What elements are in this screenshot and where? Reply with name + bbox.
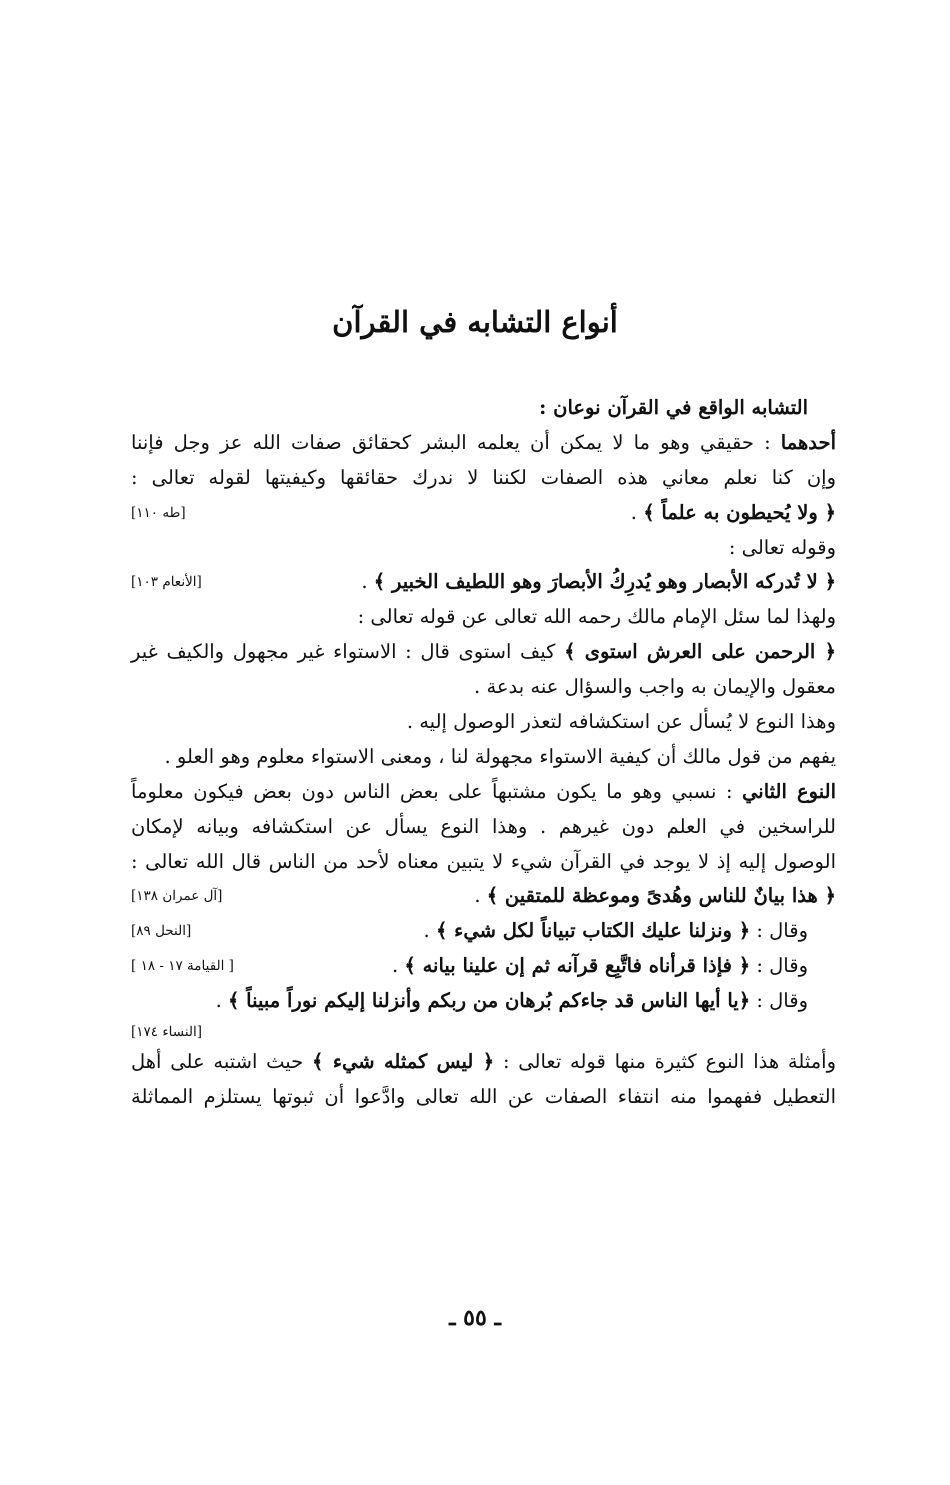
intro-sentence: التشابه الواقع في القرآن نوعان : xyxy=(539,396,808,419)
first-type-heading: أحدهما xyxy=(780,430,836,454)
line-8-text: كيف استوى قال : الاستواء غير مجهول والكيف غير xyxy=(131,640,565,664)
verse-reference: [النحل ٨٩] xyxy=(131,923,192,940)
verse-reference: [طه ١١٠] xyxy=(131,504,186,521)
page-number: ـ ٥٥ ـ xyxy=(449,1305,501,1331)
verse-end: . xyxy=(361,570,374,594)
text-line-1 xyxy=(131,391,836,426)
line-10-text: وهذا النوع لا يُسأل عن استكشافه لتعذر الوصول إليه . xyxy=(406,710,836,734)
verse-quote: ﴿ هذا بيانٌ للناس وهُدىً وموعظة للمتقين ﴾ xyxy=(486,884,836,908)
verse-lead: وقال : xyxy=(750,919,808,943)
line-14-text: الوصول إليه إذ لا يوجد في القرآن شيء لا يتبين معناه لأحد من الناس قال الله تعالى : xyxy=(131,849,836,873)
verse-end: . xyxy=(215,989,228,1013)
verse-end: . xyxy=(391,954,405,978)
verse-reference: [ القيامة ١٧ - ١٨ ] xyxy=(131,958,234,975)
line-9-text: معقول والإيمان به واجب والسؤال عنه بدعة . xyxy=(474,675,836,699)
text-line-12 xyxy=(131,775,836,810)
verse-line-taha xyxy=(131,496,836,531)
verse-reference: [آل عمران ١٣٨] xyxy=(131,888,223,905)
line-19-text-a: وأمثلة هذا النوع كثيرة منها قوله تعالى : xyxy=(494,1050,836,1074)
verse-end: . xyxy=(474,884,487,908)
text-line-10 xyxy=(131,705,836,740)
verse-reference: [الأنعام ١٠٣] xyxy=(131,574,202,591)
verse-line-qiyamah xyxy=(131,949,836,984)
verse-line-nisa xyxy=(131,984,836,1019)
page-title: أنواع التشابه في القرآن xyxy=(332,305,618,339)
text-line-13 xyxy=(131,810,836,845)
body-text xyxy=(131,391,836,1115)
line-20-text: التعطيل ففهموا منه انتفاء الصفات عن الله تعالى وادَّعوا أن ثبوتها يستلزم المماثلة xyxy=(131,1084,836,1108)
verse-quote: ﴿ ولا يُحيطون به علماً ﴾ xyxy=(643,500,836,524)
verse-quote: ﴿ ليس كمثله شيء ﴾ xyxy=(312,1050,495,1074)
verse-line-al-imran xyxy=(131,879,836,914)
text-line-2 xyxy=(131,426,836,461)
verse-line-anam xyxy=(131,565,836,600)
text-line-9 xyxy=(131,670,836,705)
line-3-text: وإن كنا نعلم معاني هذه الصفات لكننا لا ندرك حقائقها وكيفيتها لقوله تعالى : xyxy=(131,465,836,489)
verse-quote: ﴿ فإذا قرأناه فاتَّبِع قرآنه ثم إن علينا بيانه ﴾ xyxy=(404,954,751,978)
verse-lead: وقال : xyxy=(750,989,808,1013)
verse-line-nahl xyxy=(131,914,836,949)
verse-quote: ﴿يا أيها الناس قد جاءكم بُرهان من ربكم وأنزلنا إليكم نوراً مبيناً ﴾ xyxy=(227,989,751,1013)
first-type-text: : حقيقي وهو ما لا يمكن أن يعلمه البشر كحقائق صفات الله عز وجل فإننا xyxy=(131,430,781,454)
text-line-5 xyxy=(131,531,836,566)
text-line-3 xyxy=(131,461,836,496)
verse-quote: ﴿ الرحمن على العرش استوى ﴾ xyxy=(564,640,836,664)
verse-quote: ﴿ لا تُدركه الأبصار وهو يُدرِكُ الأبصارَ وهو اللطيف الخبير ﴾ xyxy=(373,570,836,594)
second-type-text: : نسبي وهو ما يكون مشتبهاً على بعض الناس دون بعض فيكون معلوماً xyxy=(131,779,743,803)
line-13-text: للراسخين في العلم دون غيرهم . وهذا النوع يسأل عن استكشافه وبيانه لإمكان xyxy=(131,814,836,838)
second-type-heading: النوع الثاني xyxy=(742,779,836,803)
text-line-14 xyxy=(131,845,836,880)
text-line-7 xyxy=(131,600,836,635)
text-line-11 xyxy=(131,740,836,775)
line-19-text-b: حيث اشتبه على أهل xyxy=(131,1050,313,1074)
verse-lead: وقال : xyxy=(750,954,808,978)
text-line-20 xyxy=(131,1080,836,1115)
line-5-text: وقوله تعالى : xyxy=(728,535,836,559)
line-7-text: ولهذا لما سئل الإمام مالك رحمه الله تعالى عن قوله تعالى : xyxy=(357,605,836,629)
line-11-text: يفهم من قول مالك أن كيفية الاستواء مجهولة لنا ، ومعنى الاستواء معلوم وهو العلو . xyxy=(164,744,836,768)
verse-reference: [النساء ١٧٤] xyxy=(131,1024,203,1041)
verse-quote: ﴿ ونزلنا عليك الكتاب تبياناً لكل شيء ﴾ xyxy=(435,919,751,943)
text-line-8 xyxy=(131,635,836,670)
text-line-19 xyxy=(131,1045,836,1080)
verse-end: . xyxy=(630,500,644,524)
verse-reference-line xyxy=(131,1019,836,1045)
verse-end: . xyxy=(423,919,436,943)
